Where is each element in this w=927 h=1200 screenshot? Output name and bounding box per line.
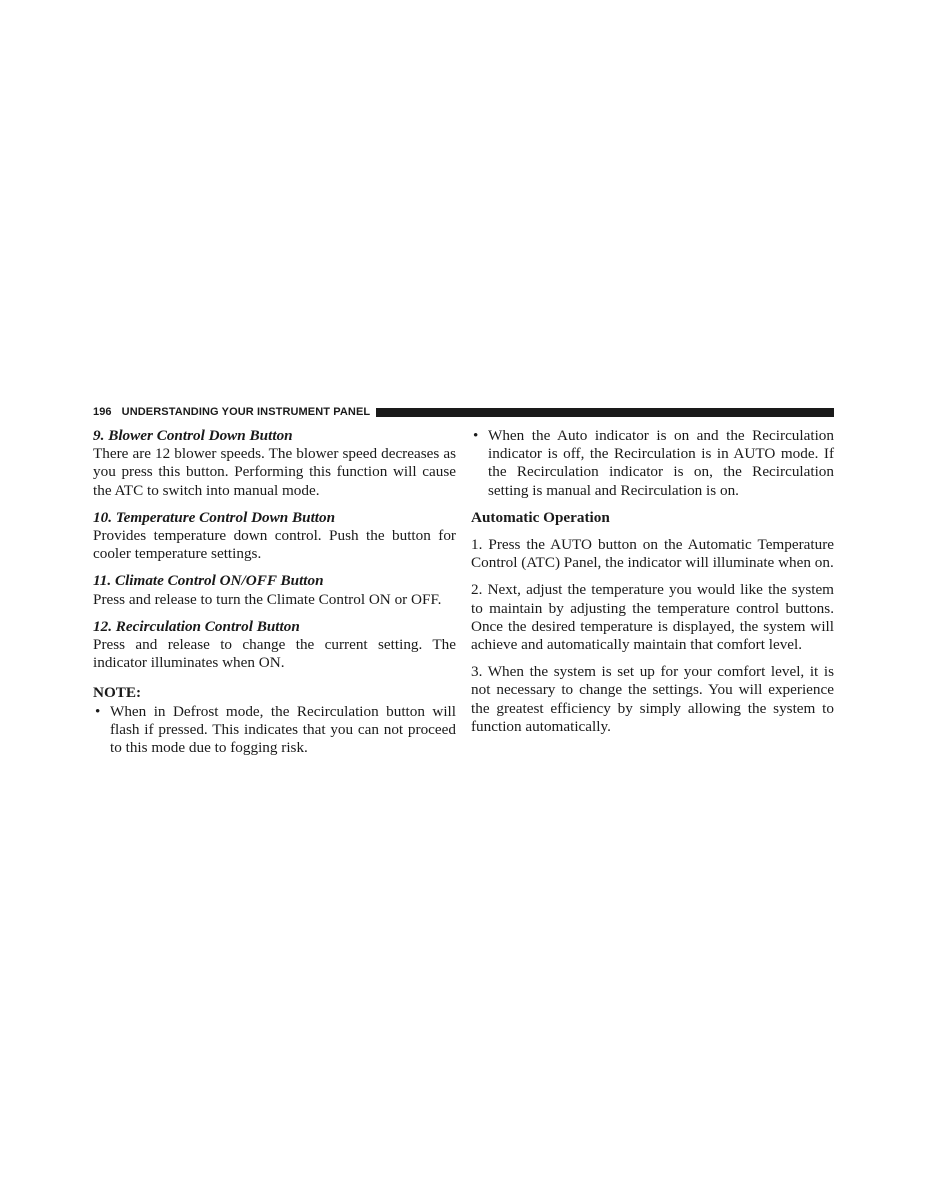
page-number: 196 bbox=[93, 406, 112, 418]
blower-control-body: There are 12 blower speeds. The blower speed decreases as you press this button. Performing this function will cause the ATC to switch into manual mode. bbox=[93, 445, 456, 499]
note-bullet-text: When in Defrost mode, the Recirculation button will flash if pressed. This indicates that you can not proceed to this mode due to fogging risk. bbox=[110, 702, 456, 757]
blower-control-heading: 9. Blower Control Down Button bbox=[93, 427, 293, 444]
climate-control-body: Press and release to turn the Climate Control ON or OFF. bbox=[93, 590, 442, 608]
step-2-block bbox=[471, 581, 834, 654]
automatic-operation-heading: Automatic Operation bbox=[471, 508, 610, 526]
step-2-text: 2. Next, adjust the temperature you would like the system to maintain by adjusting the temperature control buttons. Once the desired temperature is displayed, the system will achieve and automatically maintain that comfort level. bbox=[471, 581, 834, 654]
left-column bbox=[93, 427, 456, 766]
recirculation-control-section bbox=[93, 618, 456, 673]
temperature-control-heading: 10. Temperature Control Down Button bbox=[93, 508, 336, 526]
temperature-control-body: Provides temperature down control. Push the button for cooler temperature settings. bbox=[93, 527, 456, 563]
temperature-control-section bbox=[93, 509, 456, 564]
bullet-icon: • bbox=[95, 702, 101, 720]
step-1-block bbox=[471, 536, 834, 572]
auto-indicator-bullet bbox=[471, 427, 834, 500]
recirculation-control-body: Press and release to change the current setting. The indicator illuminates when ON. bbox=[93, 636, 456, 672]
step-3-block bbox=[471, 663, 834, 736]
climate-control-heading: 11. Climate Control ON/OFF Button bbox=[93, 572, 324, 590]
recirculation-control-heading: 12. Recirculation Control Button bbox=[93, 617, 300, 635]
page-header bbox=[93, 405, 834, 419]
header-rule bbox=[376, 408, 834, 417]
climate-control-section bbox=[93, 572, 456, 608]
step-1-text: 1. Press the AUTO button on the Automatic Temperature Control (ATC) Panel, the indicator will illuminate when on. bbox=[471, 536, 834, 572]
note-section bbox=[93, 684, 456, 757]
automatic-operation-heading-block bbox=[471, 509, 834, 527]
auto-indicator-bullet-section bbox=[471, 427, 834, 500]
bullet-icon: • bbox=[473, 427, 479, 444]
note-bullet bbox=[93, 703, 456, 758]
section-title: UNDERSTANDING YOUR INSTRUMENT PANEL bbox=[121, 406, 371, 418]
blower-control-section bbox=[93, 427, 456, 500]
auto-indicator-bullet-text: When the Auto indicator is on and the Recirculation indicator is off, the Recirculation is in AUTO mode. If the Recirculation indicator is on, the Recirculation setting is manual and Recirculation is on. bbox=[488, 427, 834, 499]
note-heading: NOTE: bbox=[93, 684, 142, 702]
step-3-text: 3. When the system is set up for your comfort level, it is not necessary to change the settings. You will experience the greatest efficiency by simply allowing the system to function automatically. bbox=[471, 663, 834, 735]
right-column bbox=[471, 427, 834, 745]
